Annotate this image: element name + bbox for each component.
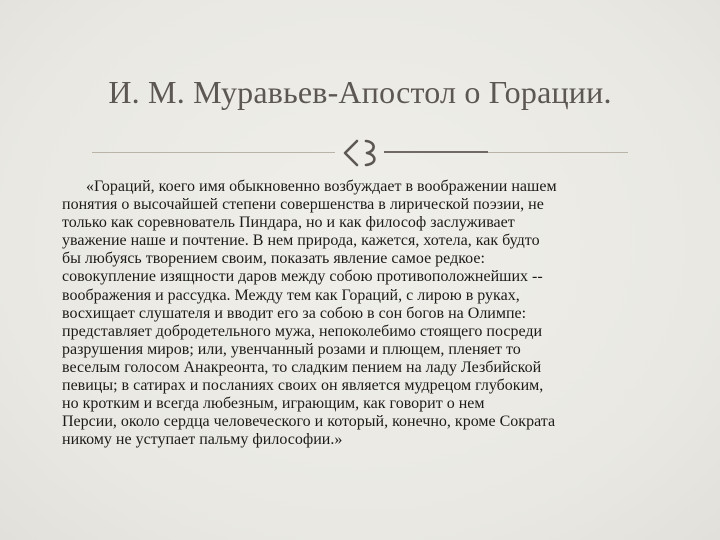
quote-line: бы любуясь творением своим, показать явление самое редкое: (62, 250, 485, 268)
title-divider-accent (384, 151, 488, 153)
quote-line: но кротким и всегда любезным, играющим, как говорит о нем (62, 395, 485, 413)
title-divider-left (92, 152, 335, 153)
quote-line: понятия о высочайшей степени совершенства в лирической поэзии, не (62, 196, 544, 214)
quote-line: представляет добродетельного мужа, непоколебимо стоящего посреди (62, 322, 543, 340)
quote-line: восхищает слушателя и вводит его за собою в сон богов на Олимпе: (62, 304, 527, 322)
quote-line: Персии, около сердца человеческого и который, конечно, кроме Сократа (62, 413, 556, 431)
quote-line: певицы; в сатирах и посланиях своих он является мудрецом глубоким, (62, 377, 544, 395)
quote-line: воображения и рассудка. Между тем как Гораций, с лирою в руках, (62, 286, 520, 304)
quote-line: только как соревнователь Пиндара, но и как философ заслуживает (62, 214, 515, 232)
quote-line: веселым голосом Анакреонта, то сладким пением на ладу Лезбийской (62, 358, 542, 376)
double-chevron-left-icon (338, 133, 382, 173)
quote-body (62, 178, 662, 449)
quote-line: совокупление изящности даров между собою противоположнейших -- (62, 268, 543, 286)
quote-line: никому не уступает пальму философии.» (62, 431, 343, 449)
quote-line: разрушения миров; или, увенчанный розами и плющем, пленяет то (62, 340, 521, 358)
quote-line: «Гораций, коего имя обыкновенно возбуждает в воображении нашем (86, 178, 557, 195)
slide-title: И. М. Муравьев-Апостол о Горации. (108, 74, 612, 110)
quote-line: уважение наше и почтение. В нем природа, кажется, хотела, как будто (62, 232, 540, 250)
